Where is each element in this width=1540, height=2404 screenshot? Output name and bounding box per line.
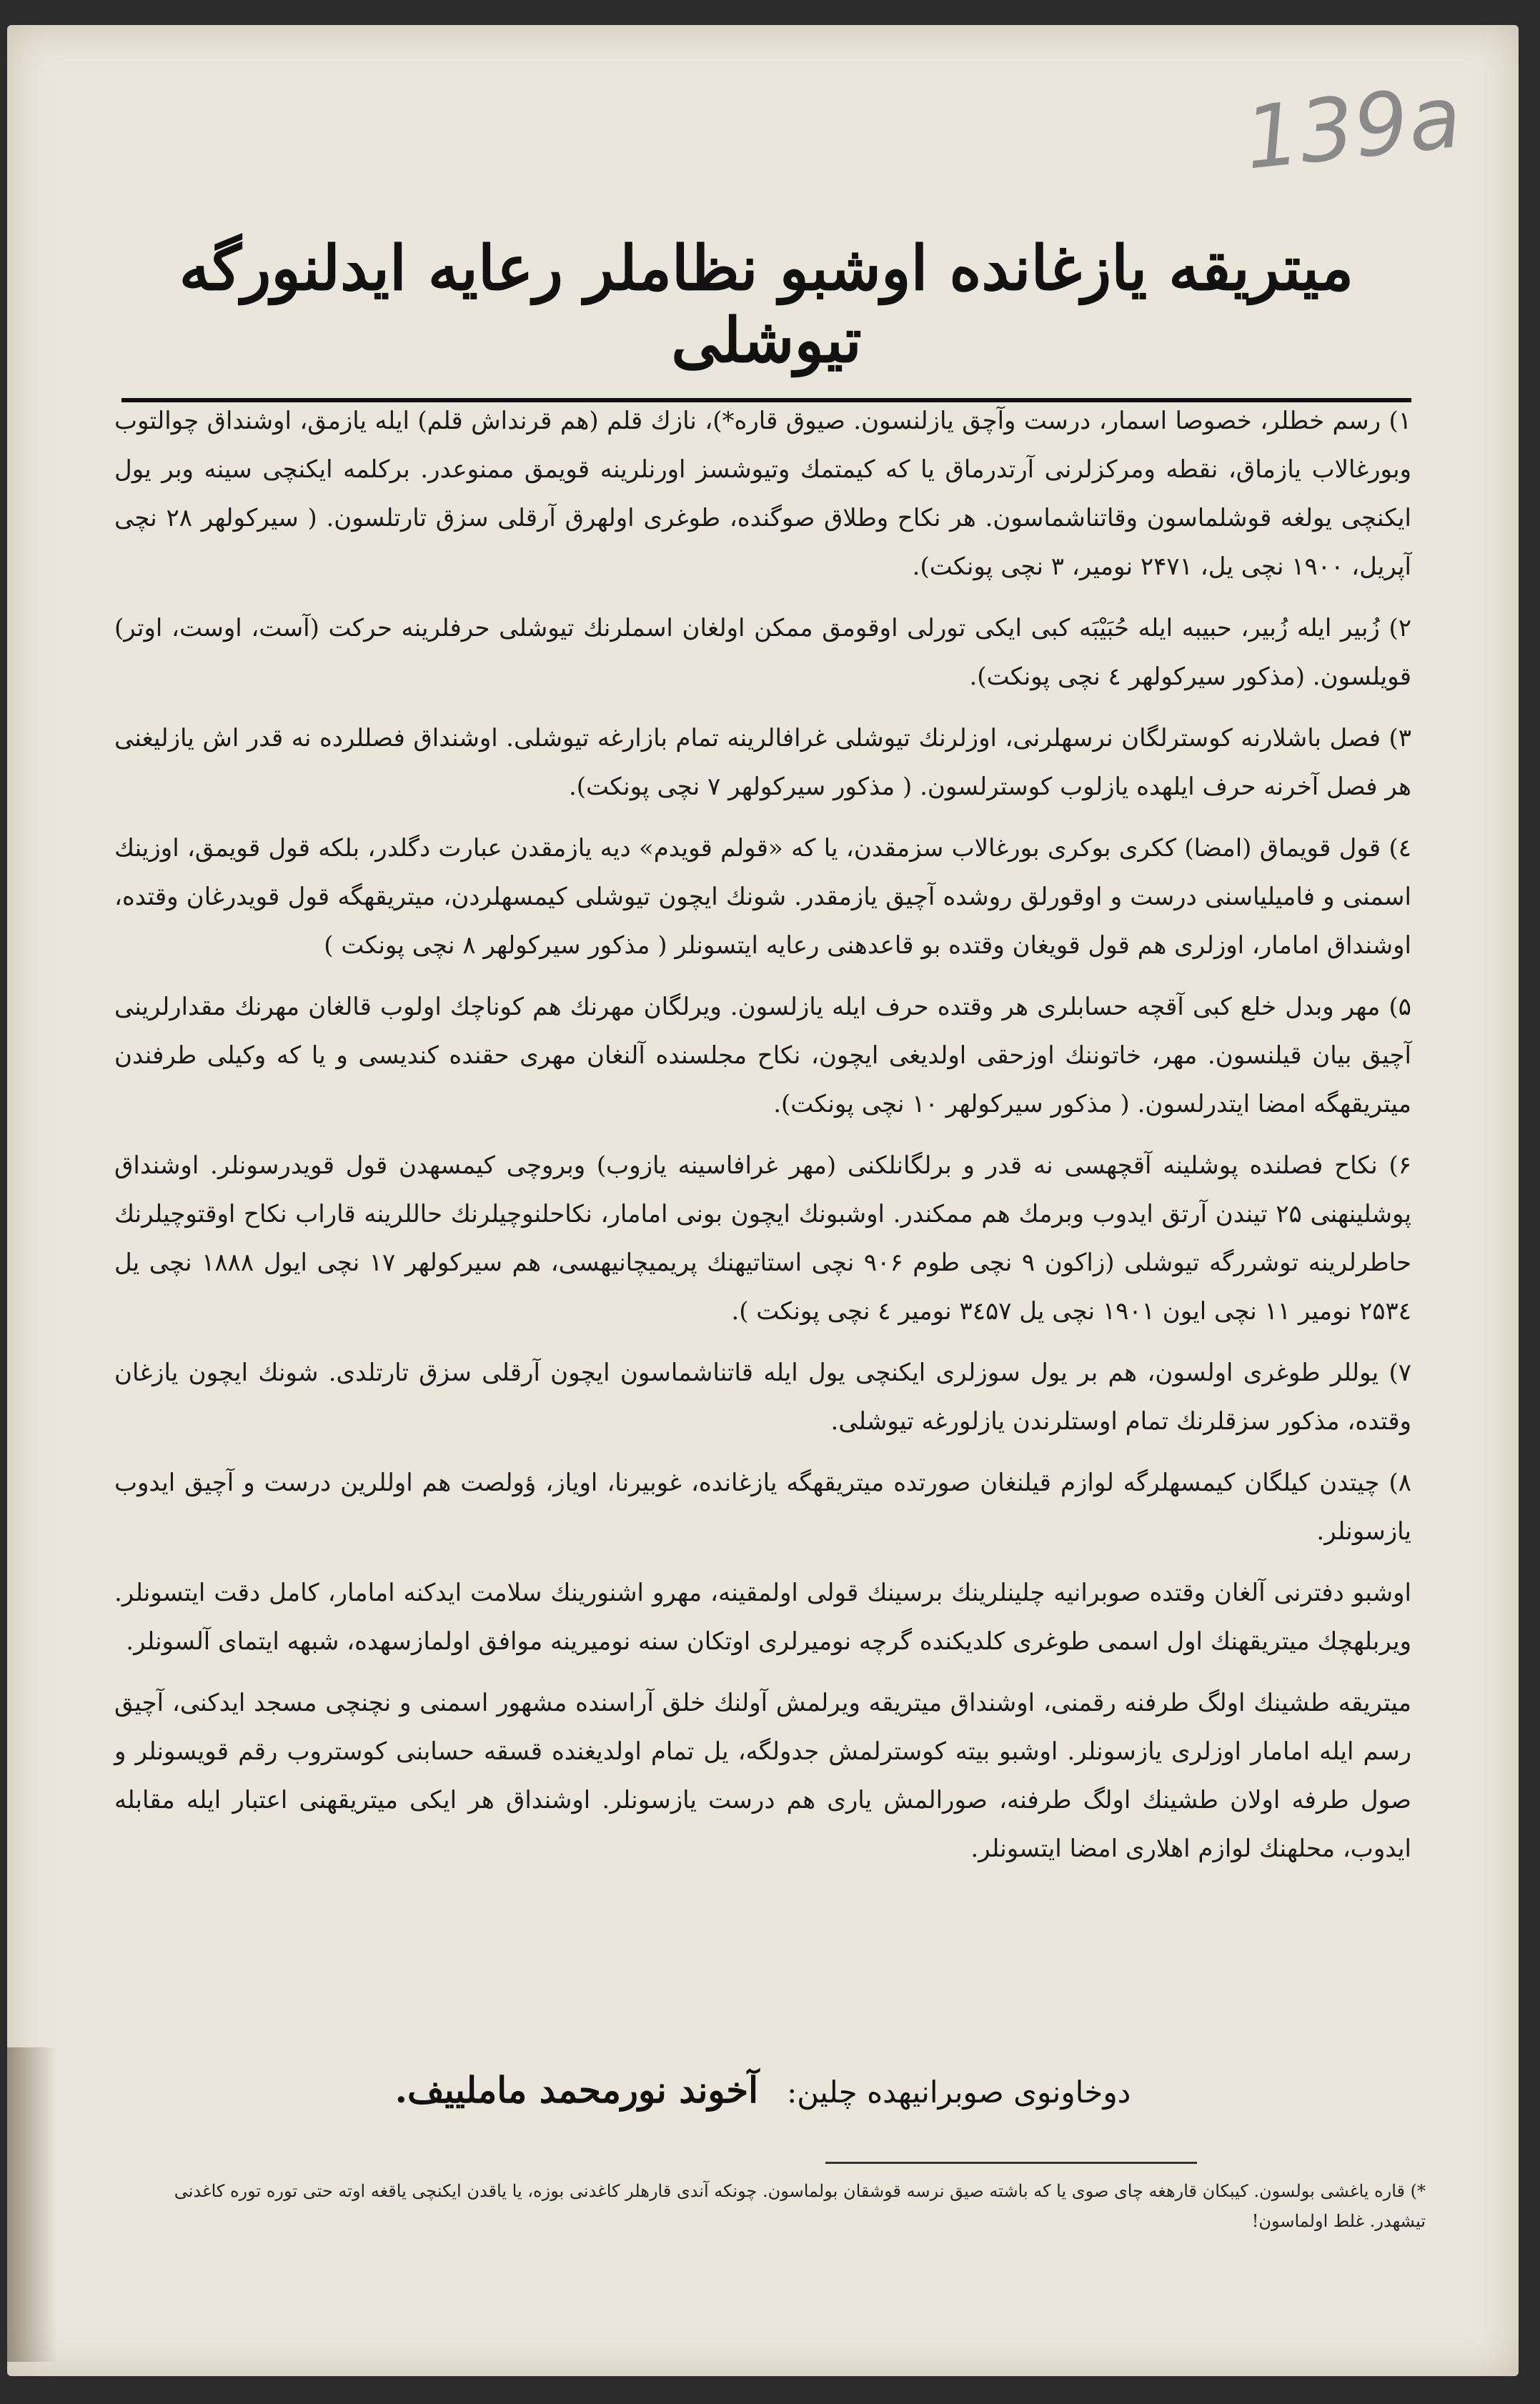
- footnote: *) قاره یاغشی بولسون. کیبکان قارهغه چای صوی یا که باشته صیق نرسه قوشقان بولماسون. چونکه آندی قارهلر کاغدنی بوزه، یا یاقدن ایکنچی یاقغه اوته حتی توره توره کاغدنی تیشهدر. غلط اولماسون!: [174, 2181, 1426, 2231]
- document-title: میتریقه یازغانده اوشبو نظاملر رعایه ایدلنورگه تیوشلی: [121, 232, 1411, 402]
- paragraph-4: ٤) قول قویماق (امضا) ککری بوکری بورغالاب سزمقدن، یا که «قولم قویدم» دیه یازمقدن عبارت دگلدر، بلکه قول قویمق، اوزینك اسمنی و فامیلیاسنی درست و اوقورلق روشده آچیق یازمقدر. شونك ایچون تیوشلی کیمسهلردن، میتریقهگه قول قویدرغان وقتده، اوشنداق امامار، اوزلری هم قول قویغان وقتده بو قاعدهنی رعایه ایتسونلر ( مذکور سیرکولهر ۸ نچی پونکت ): [114, 834, 1411, 960]
- paragraph-9: اوشبو دفترنی آلغان وقتده صوبرانیه چلینلرینك برسینك قولی اولمقینه، مهرو اشنورینك سلامت ایدکنه امامار، کامل دقت ایتسونلر. ویربلهچك میتریقهنك اول اسمی طوغری کلدیکنده گرچه نومیرلری اوتکان سنه نومیرینه موافق اولمازسهده، شبهه ایتمای آلسونلر.: [114, 1579, 1411, 1656]
- signature-line: [114, 2069, 1411, 2111]
- paragraph-7: ۷) یوللر طوغری اولسون، هم بر یول سوزلری ایکنچی یول ایله قاتناشماسون ایچون آرقلی سزق تارتلدی. شونك ایچون یازغان وقتده، مذکور سزقلرنك تمام اوستلرندن یازلورغه تیوشلی.: [114, 1359, 1411, 1436]
- paragraph-10: میتریقه طشینك اولگ طرفنه رقمنی، اوشنداق میتریقه ویرلمش آولنك خلق آراسنده مشهور اسمنی و نچنچی مسجد ایدکنی، آچیق رسم ایله امامار اوزلری یازسونلر. اوشبو بیته کوسترلمش جدولگه، یل تمام اولدیغنده قسقه حسابنی کوستروب رقم قویسونلر و صول طرفه اولان طشینك اولگ طرفنه، صورالمش یاری هم درست یازسونلر. اوشنداق هر ایکی میتریقهنی اعتبار ایله مقابله ایدوب، محلهنك لوازم اهلاری امضا ایتسونلر.: [114, 1689, 1411, 1863]
- paragraph-8: ۸) چیتدن کیلگان کیمسهلرگه لوازم قیلنغان صورتده میتریقهگه یازغانده، غوبیرنا، اویاز، ؤولصت هم اوللرین درست و آچیق ایدوب یازسونلر.: [114, 1469, 1411, 1546]
- signature-prefix: دوخاونوی صوبرانیهده چلین:: [787, 2075, 1131, 2110]
- document-page: [7, 25, 1519, 2376]
- paragraph-3: ۳) فصل باشلارنه کوسترلگان نرسهلرنی، اوزلرنك تیوشلی غرافالرینه تمام بازارغه تیوشلی. اوشنداق فصللرده نه قدر اش یازلیغنی هر فصل آخرنه حرف ایلهده یازلوب کوسترلسون. ( مذکور سیرکولهر ۷ نچی پونکت).: [114, 724, 1411, 801]
- page-stain: [7, 2047, 57, 2362]
- paragraph-6: ۶) نکاح فصلنده پوشلینه آقچهسی نه قدر و برلگانلکنی (مهر غرافاسینه یازوب) وبروچی کیمسهدن قول قویدرسونلر. اوشنداق پوشلینهنی ۲۵ تیندن آرتق ایدوب وبرمك هم ممکندر. اوشبونك ایچون بونی امامار، نکاحلنوچیلرنك حاللرینه قاراب نکاح اوقتوچیلرنك حاطرلرینه توشررگه تیوشلی (زاکون ۹ نچی طوم ۹۰۶ نچی استاتیهنك پریمیچانیهسی، هم سیرکولهر ۱۷ نچی ایول ۱۸۸۸ نچی یل ۲۵۳٤ نومیر ۱۱ نچی ایون ۱۹۰۱ نچی یل ۳٤۵۷ نومیر ٤ نچی پونکت ).: [114, 1151, 1412, 1326]
- document-body: [114, 397, 1411, 1886]
- paragraph-1: ۱) رسم خطلر، خصوصا اسمار، درست وآچق یازلنسون. صیوق قاره*)، نازك قلم (هم قرنداش قلم) ایله یازمق، اوشنداق چوالتوب وبورغالاب یازماق، نقطه ومرکزلرنی آرتدرماق یا که کیمتمك وتیوشسز اورنلرینه قویمق ممنوعدر. برکلمه ایکنچی سینه وبر یول ایکنچی یولغه قوشلماسون وقاتناشماسون. هر نکاح وطلاق صوگنده، طوغری اولهرق آرقلی سزق تارتلسون. ( سیرکولهر ۲۸ نچی آپریل، ۱۹۰۰ نچی یل، ۲۴۷۱ نومیر، ۳ نچی پونکت).: [114, 407, 1411, 581]
- paragraph-2: ۲) زُبیر ایله زُبیر، حبیبه ایله حُبَیْبَه کبی ایکی تورلی اوقومق ممکن اولغان اسملرنك تیوشلی حرفلرینه حرکت (آست، اوست، اوتر) قویلسون. (مذکور سیرکولهر ٤ نچی پونکت).: [114, 614, 1411, 691]
- footnote-divider: [825, 2162, 1197, 2164]
- handwritten-page-number: 139a: [1240, 67, 1466, 189]
- paragraph-5: ۵) مهر وبدل خلع کبی آقچه حسابلری هر وقتده حرف ایله یازلسون. ویرلگان مهرنك هم کوناچك اولوب قالغان مهرنك مقدارلرینی آچیق بیان قیلنسون. مهر، خاتوننك اوزحقی اولدیغی ایچون، نکاح مجلسنده آلنغان مهری حقنده کندیسی و یا که وکیلی طرفندن میتریقهگه امضا ایتدرلسون. ( مذکور سیرکولهر ۱۰ نچی پونکت).: [114, 993, 1411, 1118]
- signature-name: آخوند نورمحمد مامليیف.: [394, 2069, 758, 2111]
